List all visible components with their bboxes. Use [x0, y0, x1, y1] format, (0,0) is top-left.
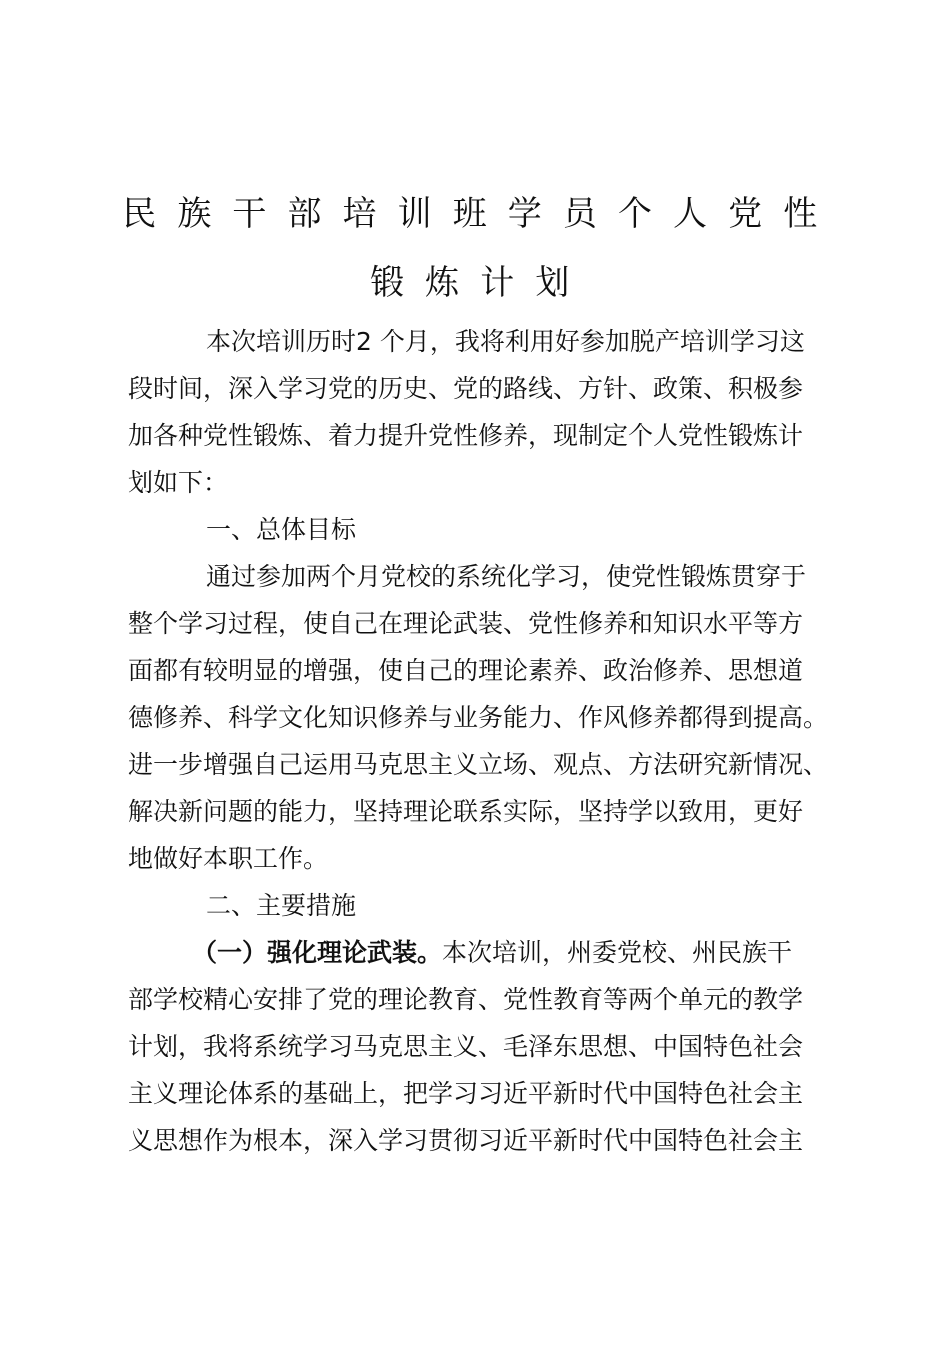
- intro-line-4: 划如下：: [128, 468, 229, 497]
- section-2-item-1-bold-lead: （一）强化理论武装。: [192, 938, 443, 967]
- document-title-line-1: 民族干部培训班学员个人党性: [122, 194, 839, 234]
- section-1-line-4: 德修养、科学文化知识修养与业务能力、作风修养都得到提高。: [128, 703, 829, 732]
- section-2-heading: 二、主要措施: [206, 891, 357, 920]
- section-1-line-5: 进一步增强自己运用马克思主义立场、观点、方法研究新情况、: [128, 750, 829, 779]
- section-2-item-1-line-3: 计划，我将系统学习马克思主义、毛泽东思想、中国特色社会: [128, 1032, 804, 1061]
- intro-line-3: 加各种党性锻炼、着力提升党性修养，现制定个人党性锻炼计: [128, 421, 804, 450]
- section-2-item-1-first-line-rest: 本次培训，州委党校、州民族干: [442, 938, 793, 967]
- section-1-line-1: 通过参加两个月党校的系统化学习，使党性锻炼贯穿于: [206, 562, 807, 591]
- intro-line-2: 段时间，深入学习党的历史、党的路线、方针、政策、积极参: [128, 374, 804, 403]
- section-2-item-1-line-5: 义思想作为根本，深入学习贯彻习近平新时代中国特色社会主: [128, 1126, 804, 1155]
- document-title-line-2: 锻炼计划: [370, 263, 591, 303]
- section-1-line-3: 面都有较明显的增强，使自己的理论素养、政治修养、思想道: [128, 656, 804, 685]
- section-1-line-7: 地做好本职工作。: [128, 844, 329, 873]
- section-1-line-6: 解决新问题的能力，坚持理论联系实际，坚持学以致用，更好: [128, 797, 804, 826]
- section-1-line-2: 整个学习过程，使自己在理论武装、党性修养和知识水平等方: [128, 609, 804, 638]
- section-2-item-1-line-2: 部学校精心安排了党的理论教育、党性教育等两个单元的教学: [128, 985, 804, 1014]
- section-1-heading: 一、总体目标: [206, 515, 357, 544]
- section-2-item-1-line-4: 主义理论体系的基础上，把学习习近平新时代中国特色社会主: [128, 1079, 804, 1108]
- section-2-item-1-first-line: [192, 940, 792, 965]
- intro-line-1: 本次培训历时2 个月，我将利用好参加脱产培训学习这: [206, 327, 805, 356]
